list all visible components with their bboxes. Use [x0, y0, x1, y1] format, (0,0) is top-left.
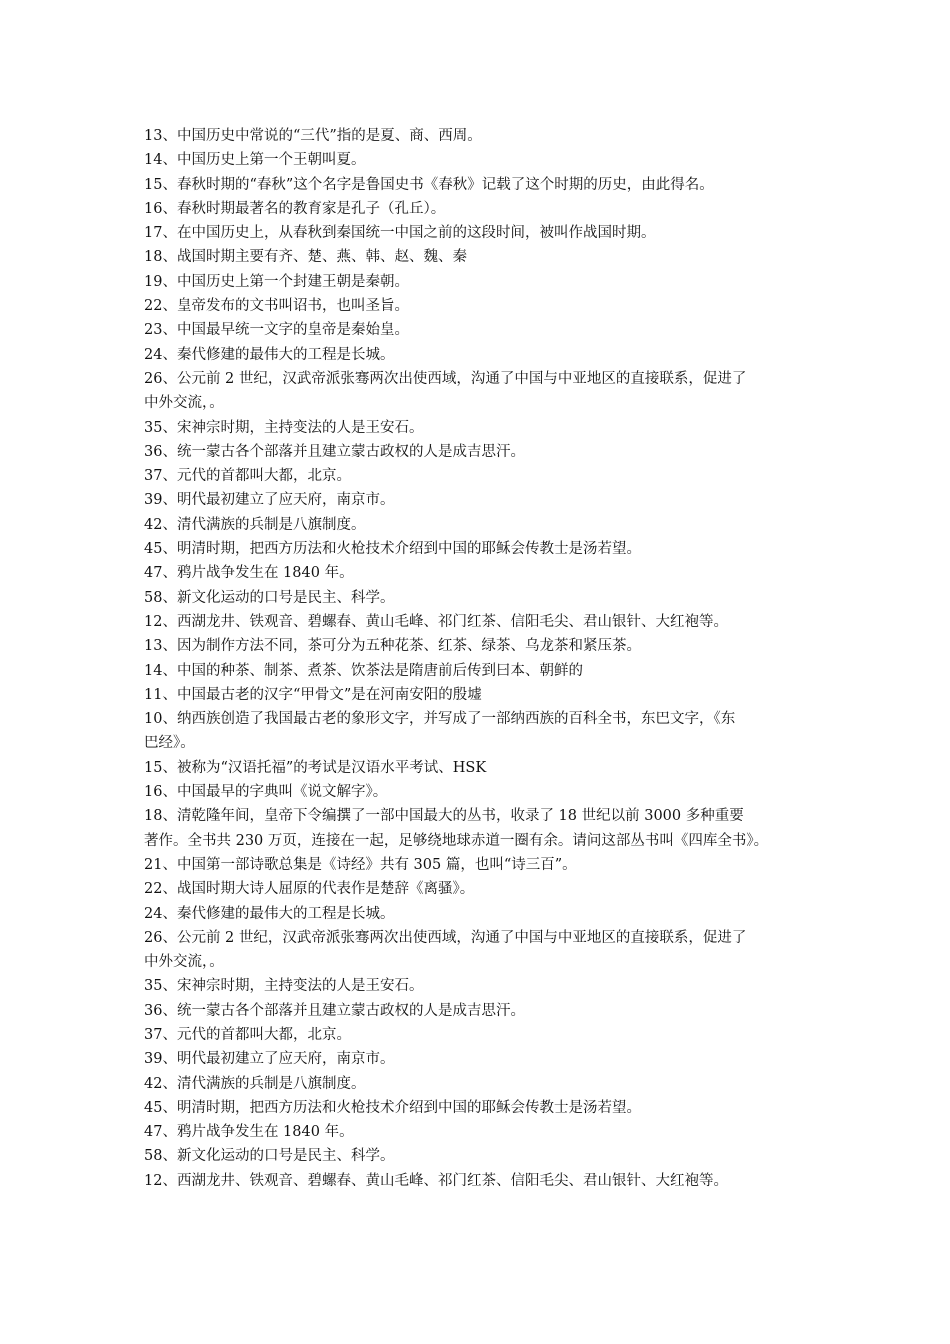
document-line: 10、纳西族创造了我国最古老的象形文字，并写成了一部纳西族的百科全书，东巴文字，《东 [144, 711, 736, 728]
document-line: 36、统一蒙古各个部落并且建立蒙古政权的人是成吉思汗。 [144, 443, 525, 460]
document-line: 26、公元前 2 世纪，汉武帝派张骞两次出使西域，沟通了中国与中亚地区的直接联系，促进了 [144, 370, 747, 387]
document-line: 37、元代的首都叫大都，北京。 [144, 468, 351, 485]
document-line: 39、明代最初建立了应天府，南京市。 [144, 492, 395, 509]
document-line: 58、新文化运动的口号是民主、科学。 [144, 589, 395, 606]
document-line: 22、战国时期大诗人屈原的代表作是楚辞《离骚》。 [144, 881, 475, 898]
document-line: 42、清代满族的兵制是八旗制度。 [144, 516, 366, 533]
document-line: 17、在中国历史上，从春秋到秦国统一中国之前的这段时间，被叫作战国时期。 [144, 225, 656, 242]
document-line: 37、元代的首都叫大都，北京。 [144, 1026, 351, 1043]
document-line: 47、鸦片战争发生在 1840 年。 [144, 565, 354, 582]
document-line: 39、明代最初建立了应天府，南京市。 [144, 1051, 395, 1068]
document-line: 中外交流，。 [144, 954, 224, 971]
document-line: 22、皇帝发布的文书叫诏书，也叫圣旨。 [144, 298, 409, 315]
document-line: 47、鸦片战争发生在 1840 年。 [144, 1124, 354, 1141]
document-line: 35、宋神宗时期，主持变法的人是王安石。 [144, 419, 424, 436]
document-line: 45、明清时期，把西方历法和火枪技术介绍到中国的耶稣会传教士是汤若望。 [144, 1099, 641, 1116]
document-line: 著作。全书共 230 万页，连接在一起，足够绕地球赤道一圈有余。请问这部丛书叫《四库全书》。 [144, 832, 769, 849]
document-line: 中外交流，。 [144, 395, 224, 412]
document-line: 21、中国第一部诗歌总集是《诗经》共有 305 篇，也叫“诗三百”。 [144, 856, 577, 873]
document-line: 58、新文化运动的口号是民主、科学。 [144, 1148, 395, 1165]
document-line: 23、中国最早统一文字的皇帝是秦始皇。 [144, 322, 409, 339]
document-line: 14、中国的种茶、制茶、煮茶、饮茶法是隋唐前后传到曰本、朝鲜的 [144, 662, 583, 679]
document-line: 18、战国时期主要有齐、楚、燕、韩、赵、魏、秦 [144, 249, 467, 266]
document-line: 15、春秋时期的“春秋”这个名字是鲁国史书《春秋》记载了这个时期的历史，由此得名。 [144, 176, 714, 193]
document-line: 35、宋神宗时期，主持变法的人是王安石。 [144, 978, 424, 995]
document-line: 24、秦代修建的最伟大的工程是长城。 [144, 905, 395, 922]
document-line: 19、中国历史上第一个封建王朝是秦朝。 [144, 273, 409, 290]
document-line: 12、西湖龙井、铁观音、碧螺春、黄山毛峰、祁门红茶、信阳毛尖、君山银针、大红袍等。 [144, 613, 728, 630]
document-line: 26、公元前 2 世纪，汉武帝派张骞两次出使西域，沟通了中国与中亚地区的直接联系，促进了 [144, 929, 747, 946]
document-line: 14、中国历史上第一个王朝叫夏。 [144, 152, 366, 169]
document-line: 巴经》。 [144, 735, 195, 752]
document-line: 12、西湖龙井、铁观音、碧螺春、黄山毛峰、祁门红茶、信阳毛尖、君山银针、大红袍等。 [144, 1172, 728, 1189]
document-line: 45、明清时期，把西方历法和火枪技术介绍到中国的耶稣会传教士是汤若望。 [144, 541, 641, 558]
document-line: 36、统一蒙古各个部落并且建立蒙古政权的人是成吉思汗。 [144, 1002, 525, 1019]
document-line: 24、秦代修建的最伟大的工程是长城。 [144, 346, 395, 363]
document-line: 13、中国历史中常说的“三代”指的是夏、商、西周。 [144, 128, 482, 144]
document-line: 18、清乾隆年间，皇帝下令编撰了一部中国最大的丛书，收录了 18 世纪以前 3000 多种重要 [144, 808, 744, 825]
document-body [144, 124, 824, 1193]
document-line: 11、中国最古老的汉字“甲骨文”是在河南安阳的殷墟 [144, 686, 482, 703]
document-line: 16、春秋时期最著名的教育家是孔子（孔丘）。 [144, 200, 446, 217]
document-line: 13、因为制作方法不同，茶可分为五种花茶、红茶、绿茶、乌龙茶和紧压茶。 [144, 638, 641, 655]
document-line: 42、清代满族的兵制是八旗制度。 [144, 1075, 366, 1092]
document-line: 15、被称为“汉语托福”的考试是汉语水平考试、HSK [144, 759, 487, 776]
document-line: 16、中国最早的字典叫《说文解字》。 [144, 784, 388, 801]
